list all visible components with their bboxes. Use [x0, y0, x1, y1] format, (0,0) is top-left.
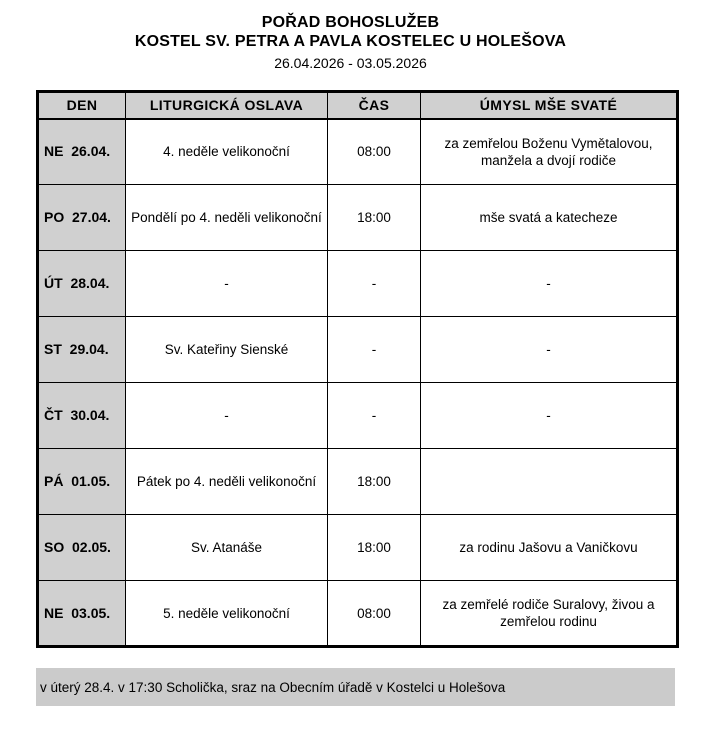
celebration-cell: - — [126, 383, 328, 449]
time-cell: - — [328, 317, 421, 383]
column-header-day: DEN — [38, 92, 126, 119]
intention-cell — [421, 449, 678, 515]
column-header-intention: ÚMYSL MŠE SVATÉ — [421, 92, 678, 119]
intention-cell: za zemřelou Boženu Vymětalovou, manžela a dvojí rodiče — [421, 119, 678, 185]
day-cell: NE 03.05. — [38, 581, 126, 647]
document-header — [0, 0, 701, 73]
time-cell: - — [328, 251, 421, 317]
announcement-bar — [36, 668, 675, 706]
intention-cell: za rodinu Jašovu a Vaničkovu — [421, 515, 678, 581]
table-row — [38, 119, 678, 185]
day-cell: PÁ 01.05. — [38, 449, 126, 515]
celebration-cell: Pátek po 4. neděli velikonoční — [126, 449, 328, 515]
time-cell: - — [328, 383, 421, 449]
intention-cell: - — [421, 251, 678, 317]
table-row — [38, 449, 678, 515]
celebration-cell: - — [126, 251, 328, 317]
time-cell: 18:00 — [328, 449, 421, 515]
intention-cell: za zemřelé rodiče Suralovy, živou a zemřelou rodinu — [421, 581, 678, 647]
intention-cell: - — [421, 317, 678, 383]
celebration-cell: Sv. Kateřiny Sienské — [126, 317, 328, 383]
time-cell: 08:00 — [328, 581, 421, 647]
celebration-cell: Sv. Atanáše — [126, 515, 328, 581]
column-header-time: ČAS — [328, 92, 421, 119]
table-header-row — [38, 92, 678, 119]
celebration-cell: 5. neděle velikonoční — [126, 581, 328, 647]
time-cell: 08:00 — [328, 119, 421, 185]
celebration-cell: 4. neděle velikonoční — [126, 119, 328, 185]
time-cell: 18:00 — [328, 185, 421, 251]
day-cell: ÚT 28.04. — [38, 251, 126, 317]
intention-cell: - — [421, 383, 678, 449]
day-cell: SO 02.05. — [38, 515, 126, 581]
table-row — [38, 383, 678, 449]
time-cell: 18:00 — [328, 515, 421, 581]
table-row — [38, 515, 678, 581]
church-name: KOSTEL SV. PETRA A PAVLA KOSTELEC U HOLEŠOVA — [134, 33, 567, 50]
document-title: POŘAD BOHOSLUŽEB — [261, 14, 440, 31]
announcement-text: v úterý 28.4. v 17:30 Scholička, sraz na Obecním úřadě v Kostelci u Holešova — [40, 679, 506, 695]
table-row — [38, 317, 678, 383]
day-cell: NE 26.04. — [38, 119, 126, 185]
day-cell: ST 29.04. — [38, 317, 126, 383]
table-row — [38, 251, 678, 317]
column-header-celebration: LITURGICKÁ OSLAVA — [126, 92, 328, 119]
table-row — [38, 581, 678, 647]
services-table — [36, 90, 679, 648]
celebration-cell: Pondělí po 4. neděli velikonoční — [126, 185, 328, 251]
day-cell: ČT 30.04. — [38, 383, 126, 449]
date-range: 26.04.2026 - 03.05.2026 — [274, 55, 427, 71]
intention-cell: mše svatá a katecheze — [421, 185, 678, 251]
day-cell: PO 27.04. — [38, 185, 126, 251]
table-row — [38, 185, 678, 251]
